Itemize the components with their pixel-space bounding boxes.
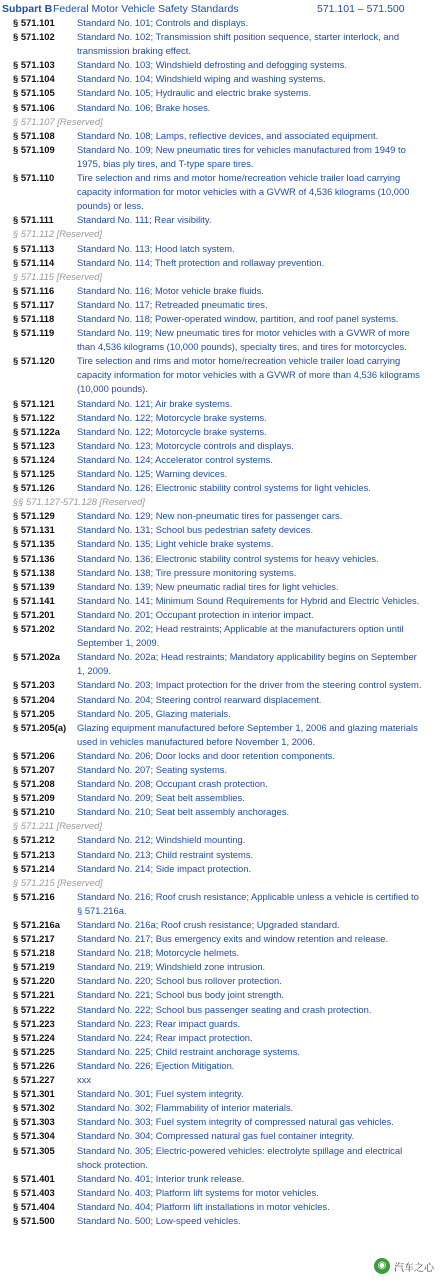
section-number: § 571.302: [13, 1102, 55, 1114]
section-link[interactable]: Standard No. 208; Occupant crash protection.: [77, 778, 268, 790]
section-link[interactable]: Standard No. 135; Light vehicle brake systems.: [77, 538, 274, 550]
section-entry: [0, 1186, 440, 1200]
section-entry: [0, 974, 440, 988]
section-number: § 571.403: [13, 1186, 55, 1198]
section-link[interactable]: Glazing equipment manufactured before September 1, 2006 and glazing materials used in vehicles manufactured before November 1, 2006.: [77, 721, 418, 747]
section-link[interactable]: Standard No. 401; Interior trunk release.: [77, 1172, 245, 1184]
section-number: § 571.119: [13, 327, 55, 339]
section-entry: [0, 537, 440, 551]
section-range: 571.101 – 571.500: [317, 3, 405, 15]
section-number: § 571.120: [13, 355, 55, 367]
section-link[interactable]: Standard No. 129; New non-pneumatic tires for passenger cars.: [77, 510, 343, 522]
section-number: § 571.209: [13, 792, 55, 804]
section-link[interactable]: Standard No. 223; Rear impact guards.: [77, 1017, 241, 1029]
section-link[interactable]: Standard No. 220; School bus rollover protection.: [77, 975, 282, 987]
section-number: § 571.108: [13, 129, 55, 141]
section-number: § 571.305: [13, 1144, 55, 1156]
section-entry: [0, 862, 440, 876]
section-link[interactable]: Standard No. 136; Electronic stability control systems for heavy vehicles.: [77, 552, 379, 564]
section-link[interactable]: Tire selection and rims and motor home/recreation vehicle trailer load carrying capacity information for motor vehicles with a GVWR of more than 4,536 kilograms (10,000 pounds).: [77, 355, 420, 395]
section-number: § 571.226: [13, 1059, 55, 1071]
section-link[interactable]: Standard No. 403; Platform lift systems for motor vehicles.: [77, 1186, 319, 1198]
section-entry: [0, 608, 440, 622]
section-number: § 571.126: [13, 482, 55, 494]
section-number: § 571.216: [13, 890, 55, 902]
section-entry: [0, 129, 440, 143]
reserved-entry: § 571.211 [Reserved]: [13, 820, 102, 832]
section-entry: [0, 397, 440, 411]
section-entry: [0, 678, 440, 692]
section-entry: [0, 707, 440, 721]
section-entry: [0, 481, 440, 495]
section-entry: [0, 890, 440, 918]
section-entry: [0, 693, 440, 707]
section-number: § 571.216a: [13, 919, 60, 930]
section-link[interactable]: Standard No. 108; Lamps, reflective devices, and associated equipment.: [77, 129, 379, 141]
section-entry: [0, 425, 440, 439]
section-entry: [0, 1073, 440, 1087]
watermark: [374, 1258, 434, 1274]
section-link[interactable]: Standard No. 216; Roof crush resistance; Applicable unless a vehicle is certified to § 571.216a.: [77, 890, 419, 916]
section-number: § 571.122a: [13, 425, 60, 437]
section-link[interactable]: xxx: [77, 1074, 92, 1086]
reserved-entry: § 571.215 [Reserved]: [13, 876, 103, 888]
section-number: § 571.227: [13, 1074, 55, 1086]
section-link[interactable]: Standard No. 213; Child restraint systems.: [77, 848, 254, 860]
section-entry: [0, 1101, 440, 1115]
section-link[interactable]: Standard No. 141; Minimum Sound Requirements for Hybrid and Electric Vehicles.: [77, 594, 420, 606]
section-number: § 571.304: [13, 1130, 55, 1142]
section-link[interactable]: Standard No. 214; Side impact protection.: [77, 862, 252, 874]
section-link[interactable]: Standard No. 201; Occupant protection in interior impact.: [77, 608, 314, 620]
section-link[interactable]: Standard No. 225; Child restraint anchorage systems.: [77, 1045, 301, 1057]
section-number: § 571.217: [13, 933, 55, 945]
section-entry: [0, 566, 440, 580]
section-entry: [0, 932, 440, 946]
section-entry: [0, 918, 440, 932]
section-link[interactable]: Standard No. 122; Motorcycle brake systems.: [77, 411, 267, 423]
section-number: § 571.213: [13, 848, 55, 860]
section-entry: [0, 1144, 440, 1172]
section-entry: [0, 509, 440, 523]
section-entry: [0, 580, 440, 594]
section-entry: [0, 791, 440, 805]
section-entry: [0, 58, 440, 72]
section-link[interactable]: Standard No. 131; School bus pedestrian safety devices.: [77, 524, 314, 536]
section-number: § 571.223: [13, 1017, 55, 1029]
section-entry: [0, 721, 440, 749]
section-number: § 571.303: [13, 1116, 55, 1128]
section-number: § 571.102: [13, 31, 55, 43]
section-link[interactable]: Standard No. 119; New pneumatic tires for motor vehicles with a GVWR of more than 4,536 kilograms (10,000 pounds), specialty tires, and tires for motorcycles.: [77, 327, 410, 353]
section-link[interactable]: Standard No. 116; Motor vehicle brake fluids.: [77, 284, 264, 296]
section-entry: [0, 298, 440, 312]
section-entry: [0, 242, 440, 256]
section-number: § 571.205: [13, 707, 55, 719]
section-link[interactable]: Standard No. 303; Fuel system integrity of compressed natural gas vehicles.: [77, 1116, 394, 1128]
section-link[interactable]: Tire selection and rims and motor home/recreation vehicle trailer load carrying capacity information for motor vehicles with a GVWR of 4,536 kilograms (10,000 pounds) or less.: [77, 172, 410, 212]
section-link[interactable]: Standard No. 122; Motorcycle brake systems.: [77, 425, 267, 437]
section-number: § 571.138: [13, 566, 55, 578]
section-number: § 571.220: [13, 975, 55, 987]
reserved-entry: § 571.115 [Reserved]: [13, 270, 102, 282]
section-link[interactable]: Standard No. 124; Accelerator control systems.: [77, 453, 273, 465]
reserved-entry: §§ 571.127-571.128 [Reserved]: [13, 496, 145, 508]
section-number: § 571.212: [13, 834, 55, 846]
section-entry: [0, 1017, 440, 1031]
section-number: § 571.135: [13, 538, 55, 550]
section-number: § 571.214: [13, 862, 55, 874]
section-entry: [0, 1059, 440, 1073]
section-link[interactable]: Standard No. 138; Tire pressure monitoring systems.: [77, 566, 297, 578]
section-entry: [0, 552, 440, 566]
section-entry: [0, 988, 440, 1002]
section-number: § 571.222: [13, 1003, 55, 1015]
section-link[interactable]: Standard No. 202a; Head restraints; Mandatory applicability begins on September 1, 2009.: [77, 651, 417, 677]
section-link[interactable]: Standard No. 203; Impact protection for the driver from the steering control system.: [77, 679, 422, 691]
section-entry: [0, 213, 440, 227]
section-number: § 571.136: [13, 552, 55, 564]
section-number: § 571.201: [13, 608, 55, 620]
section-number: § 571.141: [13, 594, 55, 606]
section-entry: [0, 312, 440, 326]
section-link[interactable]: Standard No. 217; Bus emergency exits and window retention and release.: [77, 933, 389, 945]
section-link[interactable]: Standard No. 212; Windshield mounting.: [77, 834, 246, 846]
section-entry: [0, 1214, 440, 1228]
section-number: § 571.116: [13, 284, 55, 296]
section-entry: [0, 946, 440, 960]
section-link[interactable]: Standard No. 404; Platform lift installations in motor vehicles.: [77, 1200, 330, 1212]
section-number: § 571.202: [13, 623, 55, 635]
section-entry: [0, 1087, 440, 1101]
section-link[interactable]: Standard No. 207; Seating systems.: [77, 763, 228, 775]
section-link[interactable]: Standard No. 125; Warning devices.: [77, 468, 228, 479]
section-entry: [0, 833, 440, 847]
section-link[interactable]: Standard No. 103; Windshield defrosting and defogging systems.: [77, 59, 347, 71]
section-entry: [0, 72, 440, 86]
watermark-text: 汽车之心: [394, 1262, 434, 1274]
section-number: § 571.101: [13, 17, 55, 28]
section-link[interactable]: Standard No. 304; Compressed natural gas fuel container integrity.: [77, 1130, 355, 1142]
section-entry: [0, 763, 440, 777]
section-number: § 571.204: [13, 693, 55, 705]
section-entry: [0, 650, 440, 678]
section-link[interactable]: Standard No. 111; Rear visibility.: [77, 214, 212, 226]
section-link[interactable]: Standard No. 202; Head restraints; Applicable at the manufacturers option until September 1, 2009.: [77, 623, 404, 649]
section-number: § 571.114: [13, 256, 55, 268]
section-number: § 571.129: [13, 510, 55, 522]
section-entry: [0, 1003, 440, 1017]
section-number: § 571.110: [13, 172, 55, 184]
section-entry: [0, 1115, 440, 1129]
section-number: § 571.500: [13, 1214, 55, 1226]
section-number: § 571.218: [13, 947, 55, 959]
section-link[interactable]: Standard No. 219; Windshield zone intrusion.: [77, 961, 266, 973]
section-link[interactable]: Standard No. 226; Ejection Mitigation.: [77, 1059, 235, 1071]
section-link[interactable]: Standard No. 301; Fuel system integrity.: [77, 1088, 244, 1100]
section-number: § 571.104: [13, 73, 55, 85]
section-number: § 571.225: [13, 1045, 55, 1057]
section-link[interactable]: Standard No. 101; Controls and displays.: [77, 17, 248, 28]
section-link[interactable]: Standard No. 104; Windshield wiping and washing systems.: [77, 73, 326, 85]
section-number: § 571.210: [13, 806, 55, 818]
section-entry: [0, 326, 440, 354]
section-number: § 571.224: [13, 1031, 55, 1043]
section-entry: [0, 453, 440, 467]
section-number: § 571.123: [13, 439, 55, 451]
section-number: § 571.401: [13, 1172, 55, 1184]
section-number: § 571.203: [13, 679, 55, 691]
section-number: § 571.221: [13, 989, 55, 1001]
section-number: § 571.125: [13, 468, 55, 479]
section-entry: [0, 256, 440, 270]
section-number: § 571.205(a): [13, 721, 67, 733]
section-entry: [0, 143, 440, 171]
section-entry: [0, 30, 440, 58]
section-number: § 571.219: [13, 961, 55, 973]
section-link[interactable]: Standard No. 123; Motorcycle controls and displays.: [77, 439, 294, 451]
section-link[interactable]: Standard No. 206; Door locks and door retention components.: [77, 749, 335, 761]
section-entry: [0, 467, 440, 481]
section-link[interactable]: Standard No. 216a; Roof crush resistance; Upgraded standard.: [77, 919, 340, 930]
section-number: § 571.124: [13, 453, 55, 465]
section-number: § 571.404: [13, 1200, 55, 1212]
section-number: § 571.131: [13, 524, 55, 536]
section-entry: [0, 1129, 440, 1143]
section-link[interactable]: Standard No. 500; Low-speed vehicles.: [77, 1214, 241, 1226]
section-number: § 571.301: [13, 1088, 55, 1100]
section-link[interactable]: Standard No. 221; School bus body joint strength.: [77, 989, 284, 1001]
section-number: § 571.122: [13, 411, 55, 423]
section-link[interactable]: Standard No. 118; Power-operated window, partition, and roof panel systems.: [77, 312, 399, 324]
section-link[interactable]: Standard No. 139; New pneumatic radial tires for light vehicles.: [77, 580, 339, 592]
section-link[interactable]: Standard No. 109; New pneumatic tires for vehicles manufactured from 1949 to 1975, bias ply tires, and T-type spare tires.: [77, 143, 406, 169]
section-number: § 571.113: [13, 242, 55, 254]
section-link[interactable]: Standard No. 126; Electronic stability control systems for light vehicles.: [77, 482, 371, 494]
reserved-entry: § 571.112 [Reserved]: [13, 228, 102, 240]
section-link[interactable]: Standard No. 222; School bus passenger seating and crash protection.: [77, 1003, 372, 1015]
section-entry: [0, 848, 440, 862]
section-number: § 571.202a: [13, 651, 60, 663]
section-link[interactable]: Standard No. 302; Flammability of interior materials.: [77, 1102, 294, 1114]
section-entry: [0, 101, 440, 115]
section-number: § 571.118: [13, 312, 55, 324]
section-entry: [0, 411, 440, 425]
section-entry: [0, 1200, 440, 1214]
section-entry: [0, 171, 440, 213]
section-number: § 571.207: [13, 763, 55, 775]
section-list: [0, 16, 440, 1228]
section-link[interactable]: Standard No. 218; Motorcycle helmets.: [77, 947, 240, 959]
section-number: § 571.206: [13, 749, 55, 761]
section-link[interactable]: Standard No. 105; Hydraulic and electric brake systems.: [77, 87, 311, 99]
section-number: § 571.208: [13, 778, 55, 790]
section-entry: [0, 16, 440, 30]
section-entry: [0, 1031, 440, 1045]
section-entry: [0, 805, 440, 819]
section-entry: [0, 777, 440, 791]
section-number: § 571.106: [13, 101, 55, 113]
section-entry: [0, 1172, 440, 1186]
section-entry: [0, 960, 440, 974]
section-link[interactable]: Standard No. 121; Air brake systems.: [77, 397, 233, 409]
reserved-entry: § 571.107 [Reserved]: [13, 115, 103, 127]
wechat-icon: ◉: [374, 1258, 390, 1274]
subpart-label: Subpart B: [2, 3, 53, 15]
section-link[interactable]: Standard No. 117; Retreaded pneumatic tires.: [77, 298, 268, 310]
section-number: § 571.103: [13, 59, 55, 71]
section-link[interactable]: Standard No. 209; Seat belt assemblies.: [77, 792, 245, 804]
section-entry: [0, 1045, 440, 1059]
section-link[interactable]: Standard No. 102; Transmission shift position sequence, starter interlock, and transmission braking effect.: [77, 31, 400, 57]
section-link[interactable]: Standard No. 113; Hood latch system.: [77, 242, 235, 254]
section-entry: [0, 354, 440, 396]
section-link[interactable]: Standard No. 305; Electric-powered vehicles: electrolyte spillage and electrical shock protection.: [77, 1144, 403, 1170]
section-entry: [0, 284, 440, 298]
section-number: § 571.105: [13, 87, 55, 99]
section-link[interactable]: Standard No. 205, Glazing materials.: [77, 707, 231, 719]
section-link[interactable]: Standard No. 224; Rear impact protection.: [77, 1031, 253, 1043]
section-link[interactable]: Standard No. 210; Seat belt assembly anchorages.: [77, 806, 290, 818]
section-entry: [0, 86, 440, 100]
section-link[interactable]: Standard No. 114; Theft protection and rollaway prevention.: [77, 256, 325, 268]
section-entry: [0, 523, 440, 537]
section-entry: [0, 622, 440, 650]
section-link[interactable]: Standard No. 204; Steering control rearward displacement.: [77, 693, 322, 705]
section-number: § 571.109: [13, 143, 55, 155]
section-entry: [0, 749, 440, 763]
section-link[interactable]: Standard No. 106; Brake hoses.: [77, 101, 211, 113]
section-number: § 571.117: [13, 298, 55, 310]
section-number: § 571.111: [13, 214, 54, 226]
section-entry: [0, 594, 440, 608]
section-number: § 571.139: [13, 580, 55, 592]
section-number: § 571.121: [13, 397, 55, 409]
subpart-title: Federal Motor Vehicle Safety Standards: [53, 3, 239, 15]
section-entry: [0, 439, 440, 453]
